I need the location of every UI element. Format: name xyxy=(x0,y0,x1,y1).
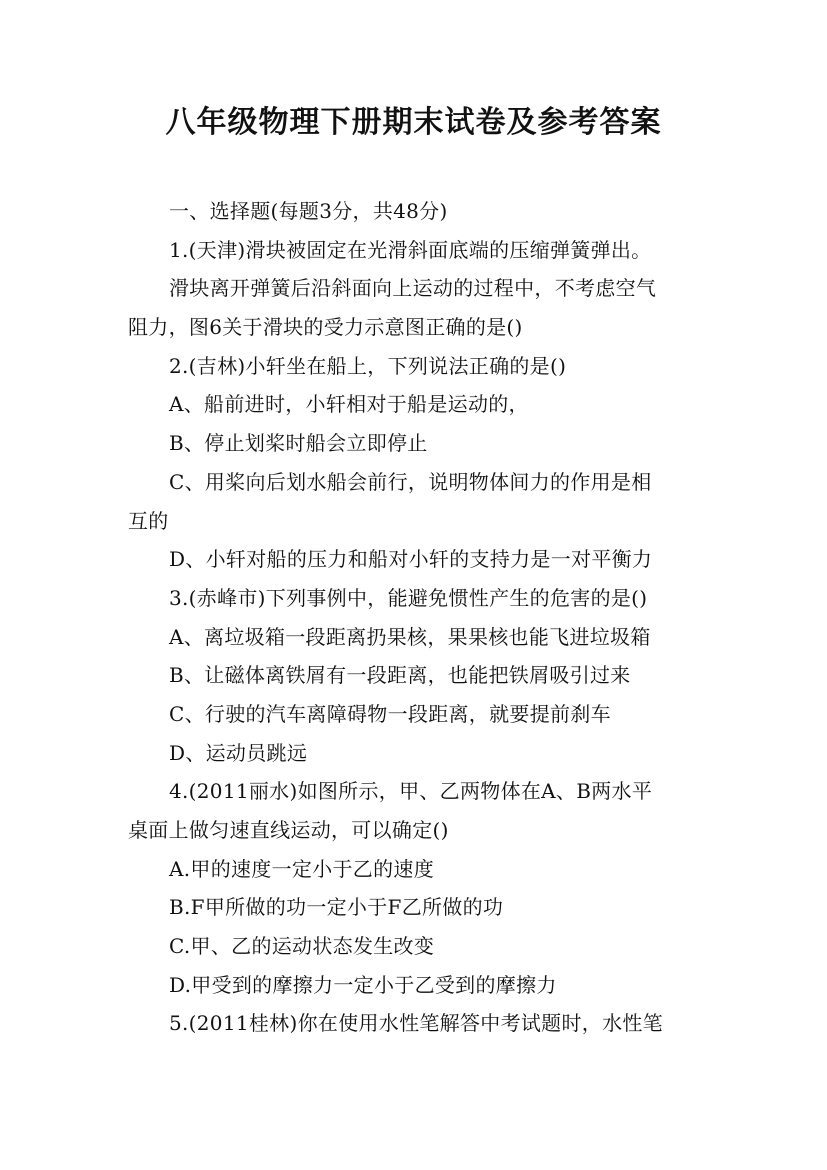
document-title: 八年级物理下册期末试卷及参考答案 xyxy=(165,105,662,140)
question-2-stem: 2.(吉林)小轩坐在船上，下列说法正确的是() xyxy=(169,353,567,378)
question-4-option-c: C.甲、乙的运动状态发生改变 xyxy=(169,934,435,959)
question-1-line-1: 1.(天津)滑块被固定在光滑斜面底端的压缩弹簧弹出。 xyxy=(169,237,652,262)
question-3-option-a: A、离垃圾箱一段距离扔果核，果果核也能飞进垃圾箱 xyxy=(169,624,651,649)
section-heading: 一、选择题(每题3分，共48分) xyxy=(169,199,448,223)
question-4-stem-line-2: 桌面上做匀速直线运动，可以确定() xyxy=(128,818,449,842)
question-3-stem: 3.(赤峰市)下列事例中，能避免惯性产生的危害的是() xyxy=(169,585,648,610)
question-4-option-a: A.甲的速度一定小于乙的速度 xyxy=(169,856,435,881)
document-body xyxy=(128,192,708,1043)
question-1-line-3: 阻力，图6关于滑块的受力示意图正确的是() xyxy=(128,315,523,340)
question-2-option-a: A、船前进时，小轩相对于船是运动的， xyxy=(169,392,529,417)
question-3-option-d: D、运动员跳远 xyxy=(169,740,308,765)
question-4-option-d: D.甲受到的摩擦力一定小于乙受到的摩擦力 xyxy=(169,972,557,997)
question-3-option-c: C、行驶的汽车离障碍物一段距离，就要提前刹车 xyxy=(169,701,611,726)
question-2-option-d: D、小轩对船的压力和船对小轩的支持力是一对平衡力 xyxy=(169,547,653,572)
question-4-stem-line-1: 4.(2011丽水)如图所示，甲、乙两物体在A、B两水平 xyxy=(169,779,653,804)
question-2-option-b: B、停止划桨时船会立即停止 xyxy=(169,431,428,456)
question-1-line-2: 滑块离开弹簧后沿斜面向上运动的过程中，不考虑空气 xyxy=(169,276,657,301)
question-2-option-c-line-2: 互的 xyxy=(128,508,169,533)
question-3-option-b: B、让磁体离铁屑有一段距离，也能把铁屑吸引过来 xyxy=(169,663,631,688)
question-5-stem-line-1: 5.(2011桂林)你在使用水性笔解答中考试题时，水性笔 xyxy=(169,1011,663,1036)
question-4-option-b: B.F甲所做的功一定小于F乙所做的功 xyxy=(169,895,504,920)
question-2-option-c-line-1: C、用桨向后划水船会前行，说明物体间力的作用是相 xyxy=(169,469,652,494)
